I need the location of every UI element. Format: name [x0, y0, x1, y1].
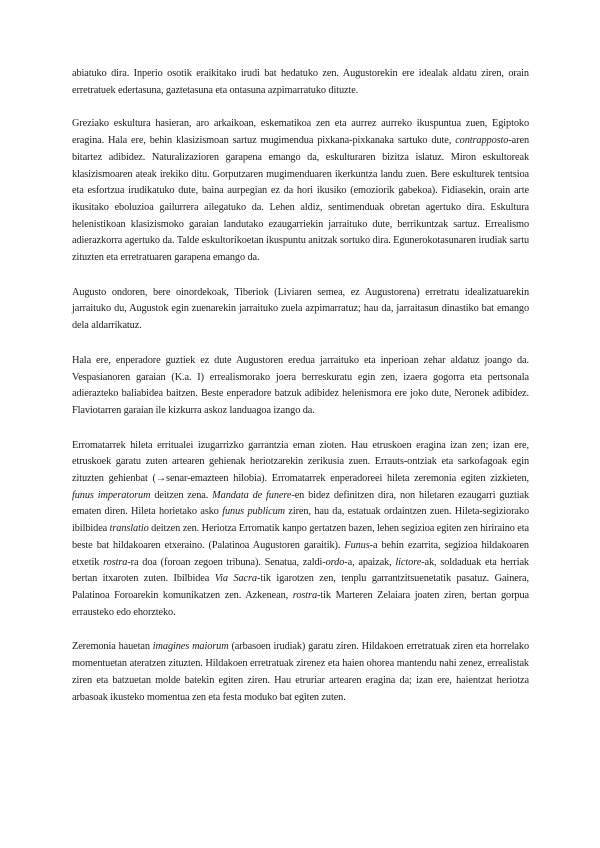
text-run: -tik Marteren Zelaiara joaten ziren, bertan gorpua errausteko edo ehorzteko.: [72, 589, 529, 618]
text-run: -en bidez definitzen dira, non hiletaren ezaugarri guztiak ematen diren. Hileta horietako asko: [72, 489, 530, 518]
paragraph: [72, 285, 529, 335]
italic-term: funus publicum: [222, 506, 285, 518]
text-run: -tik igarotzen zen, tenplu garrantzitsuenetatik pasatuz. Gainera, Palatinoa Foroarekin komunikatzen zen. Azkenean,: [72, 573, 529, 601]
paragraph: [72, 66, 529, 99]
text-run: Augusto ondoren, bere oinordekoak, Tiberiok (Liviaren semea, ez Augustorena) erretratu idealizatuarekin jarraituko du, Augustok egin zuenarekin jarraituko zuela azpimarratuz; hau da, jarraitasun dinastiko bat emango dela aldarrikatuz.: [72, 286, 529, 332]
italic-term: translatio: [109, 523, 149, 535]
text-run: abiatuko dira. Inperio osotik eraikitako irudi bat hedatuko zen. Augustorekin ere idealak aldatu ziren, orain erretratuek edertasuna, gaztetasuna eta ontasuna azpimarratuko dituzte.: [72, 68, 529, 96]
text-run: Erromatarrek hileta erritualei izugarrizko garrantzia eman zioten. Hau etruskoen eragina izan zen; izan ere, etruskoek garatu zuten artearen gehienak heriotzarekin zerikusia zuen. Errauts-ontziak eta sarkofagoak egin zituzten gehienbat (→senar-emazteen hilobia). Erromatarrek enperadoreei hileta zeremonia egiten zizkieten,: [72, 439, 529, 485]
text-run: ziren, hau da, estatuak ordaintzen zuen. Hileta-segiziorako ibilbidea: [72, 506, 529, 535]
text-run: -aren bitartez adibidez. Naturalizazioren garapena emango da, eskulturaren bizitza islatuz. Miron eskultoreak klasizismoaren ateak irekiko ditu. Gorputzaren mugimenduaren ikerkuntza landu zuen. Bere eskulturek tentsioa eta esfortzua irudikatuko dute, baina aurpegian ez da hori ikusiko (emoziorik gabekoa). Fidiasekin, orain arte ikusitako eboluzioa gailurrera ailegatuko da. Lehen aldiz, sentimenduak obretan agertuko dira. Eskultura helenistikoan klasizismoko garaian landutako ezaugarriekin jarraituko dute, berrikuntzak sartuz. Errealismo adierazkorra agertuko da. Talde eskultorikoetan ikuspuntu anitzak sortuko dira. Egunerokotasunaren irudiak sartu zituzten eta erretratuaren garapena emango da.: [72, 135, 529, 264]
italic-term: Via Sacra: [214, 573, 257, 585]
paragraph: [72, 116, 529, 266]
italic-term: ordo: [325, 556, 345, 568]
italic-term: Funus: [344, 539, 370, 551]
text-run: -a behin ezarrita, segizioa hildakoaren etxetik: [72, 539, 529, 568]
italic-term: rostra: [103, 556, 128, 568]
italic-term: Mandata de funere: [212, 489, 292, 501]
text-run: (arbasoen irudiak) garatu ziren. Hildakoen erretratuak ziren eta horrelako momentuetan ateratzen zituzten. Hildakoen erretratuak zirenez eta haien ohorea mantendu nahi zenez, errealistak ziren eta batzuetan molde batekin egiten ziren. Hau etruriar artearen eragina da; izan ere, haientzat heriotza arbasoak ikusteko momentua zen eta festa moduko bat egiten zuten.: [72, 641, 529, 703]
paragraph: [72, 353, 529, 420]
text-run: Zeremonia hauetan: [72, 641, 153, 653]
italic-term: rostra: [292, 589, 317, 601]
italic-term: lictore: [395, 556, 422, 568]
paragraph: [72, 639, 529, 706]
italic-term: funus imperatorum: [72, 489, 151, 501]
text-run: -ra doa (foroan zegoen tribuna). Senatua, zaldi-: [127, 556, 326, 568]
text-run: deitzen zena.: [150, 489, 213, 501]
italic-term: contrapposto: [455, 135, 509, 147]
document-body: [72, 66, 529, 724]
text-run: deitzen zen. Heriotza Erromatik kanpo gertatzen bazen, lehen segizioa egiten zen hiriraino eta beste bat hildakoaren etxeraino. (Palatinoa Augustoren garaitik).: [72, 523, 529, 551]
paragraph: [72, 438, 529, 622]
text-run: -ak, soldaduak eta herriak bertan itxaroten zuten. Ibilbidea: [72, 556, 529, 585]
text-run: Hala ere, enperadore guztiek ez dute Augustoren eredua jarraituko eta inperioan zehar aldatuz joango da. Vespasianoren garaian (K.a. I) errealismorako joera berreskuratu egin zen, izaera gogorra eta pertsonala adierazteko baliabidea baitzen. Beste enperadore batzuk adibidez helenismora ere joko dute, Neronek adibidez. Flaviotarren garaian ile kizkurra askoz landuagoa izango da.: [72, 354, 529, 416]
text-run: -a, apaizak,: [344, 556, 396, 568]
text-run: Greziako eskultura hasieran, aro arkaikoan, eskematikoa zen eta aurrez aurreko ikuspuntua zuen, Egiptoko eragina. Hala ere, behin klasizismoan sartuz mugimendua pixkana-pixkanaka sartuko dute,: [72, 118, 529, 147]
italic-term: imagines maiorum: [152, 641, 229, 653]
